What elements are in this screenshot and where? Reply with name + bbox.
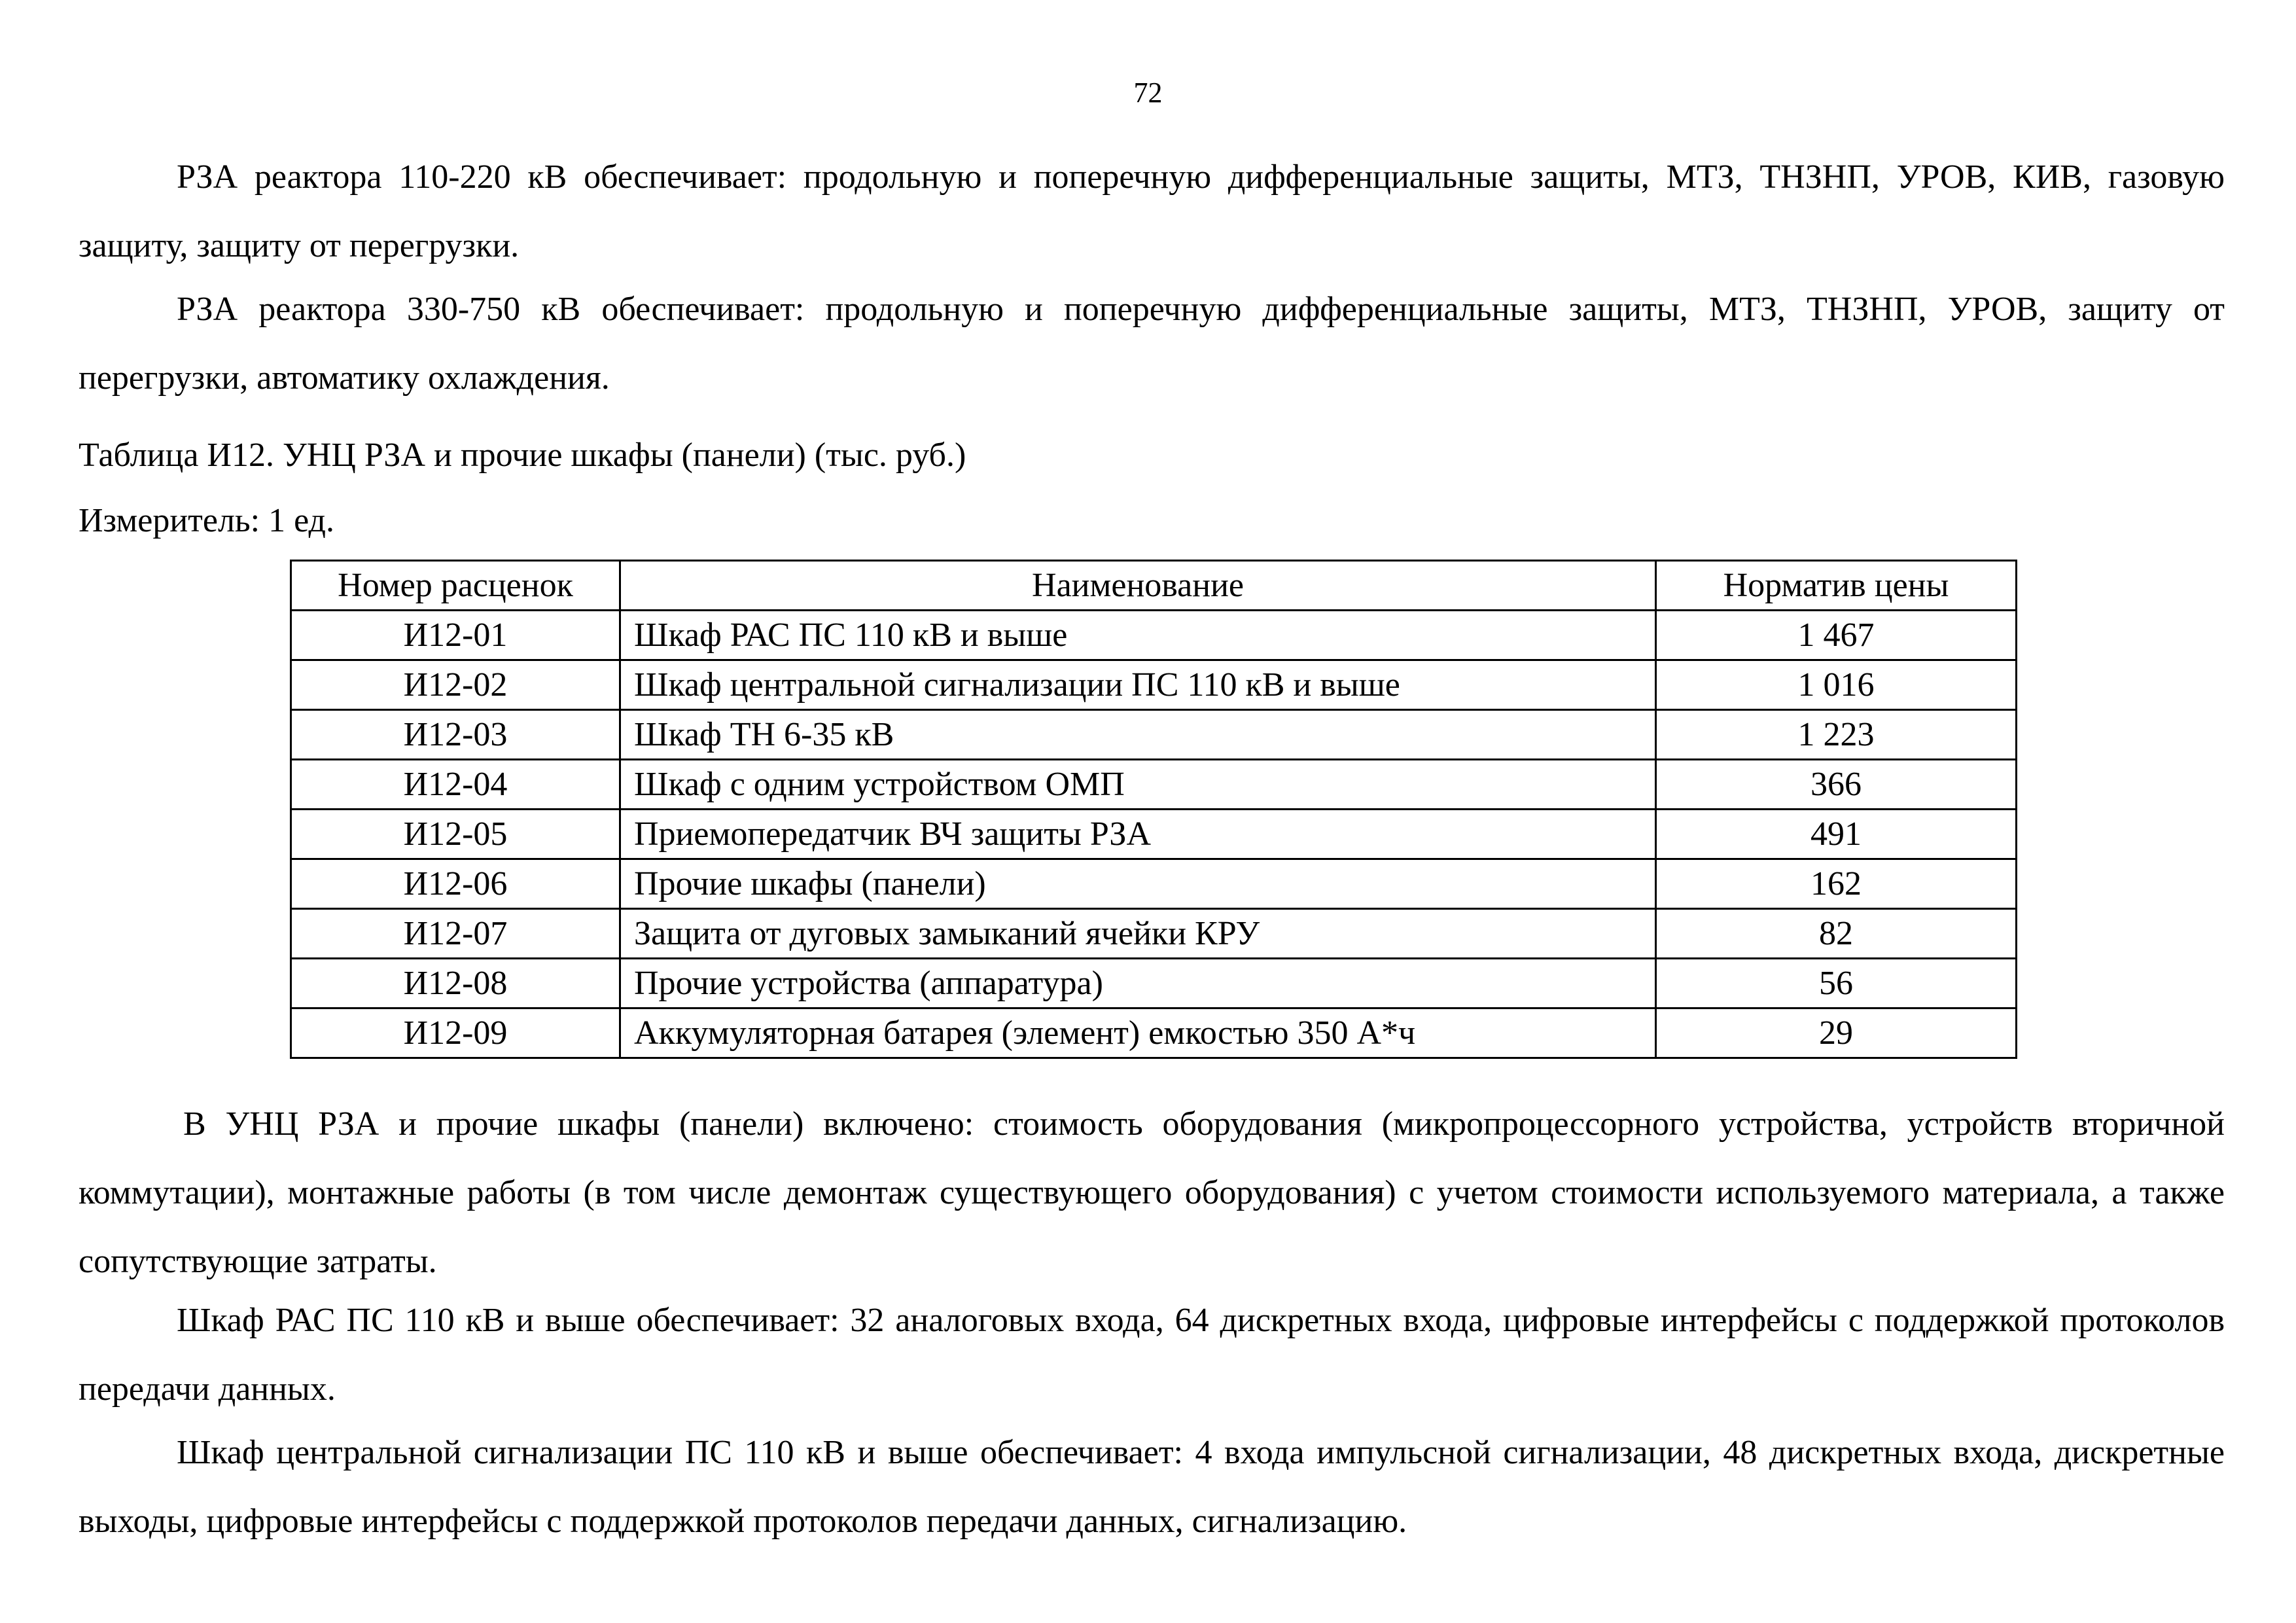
row-name: Шкаф ТН 6-35 кВ	[620, 710, 1656, 760]
header-code: Номер расценок	[291, 561, 620, 611]
row-price: 162	[1656, 859, 2017, 909]
table-row	[291, 959, 2017, 1008]
row-code: И12-07	[291, 909, 620, 959]
row-code: И12-09	[291, 1008, 620, 1058]
table-row	[291, 611, 2017, 660]
row-price: 491	[1656, 810, 2017, 859]
row-name: Прочие шкафы (панели)	[620, 859, 1656, 909]
row-name: Аккумуляторная батарея (элемент) емкостью 350 А*ч	[620, 1008, 1656, 1058]
row-price: 1 016	[1656, 660, 2017, 710]
paragraph-included-costs: В УНЦ РЗА и прочие шкафы (панели) включено: стоимость оборудования (микропроцессорного устройства, устройств вторичной коммутации), монтажные работы (в том числе демонтаж существующего оборудования) с учетом стоимости используемого материала, а также сопутствующие затраты.	[79, 1105, 2225, 1280]
header-name: Наименование	[620, 561, 1656, 611]
paragraph-central-signaling-cabinet: Шкаф центральной сигнализации ПС 110 кВ и выше обеспечивает: 4 входа импульсной сигнализации, 48 дискретных входа, дискретные выходы, цифровые интерфейсы с поддержкой протоколов передачи данных, сигнализацию.	[79, 1434, 2225, 1540]
header-price: Норматив цены	[1656, 561, 2017, 611]
table-row	[291, 760, 2017, 810]
paragraph-ras-cabinet: Шкаф РАС ПС 110 кВ и выше обеспечивает: 32 аналоговых входа, 64 дискретных входа, цифровые интерфейсы с поддержкой протоколов передачи данных.	[79, 1302, 2225, 1408]
row-name: Защита от дуговых замыканий ячейки КРУ	[620, 909, 1656, 959]
table-row	[291, 909, 2017, 959]
row-code: И12-05	[291, 810, 620, 859]
row-code: И12-08	[291, 959, 620, 1008]
row-name: Шкаф с одним устройством ОМП	[620, 760, 1656, 810]
row-price: 1 467	[1656, 611, 2017, 660]
page-number: 72	[1133, 77, 1163, 109]
row-price: 1 223	[1656, 710, 2017, 760]
row-price: 29	[1656, 1008, 2017, 1058]
row-code: И12-01	[291, 611, 620, 660]
row-name: Шкаф РАС ПС 110 кВ и выше	[620, 611, 1656, 660]
table-row	[291, 1008, 2017, 1058]
row-code: И12-02	[291, 660, 620, 710]
row-price: 82	[1656, 909, 2017, 959]
measure-unit: Измеритель: 1 ед.	[79, 502, 334, 539]
row-price: 366	[1656, 760, 2017, 810]
table-header-row	[291, 561, 2017, 611]
table-row	[291, 660, 2017, 710]
row-name: Приемопередатчик ВЧ защиты РЗА	[620, 810, 1656, 859]
row-code: И12-03	[291, 710, 620, 760]
paragraph-reactor-330-750: РЗА реактора 330-750 кВ обеспечивает: продольную и поперечную дифференциальные защиты, МТЗ, ТНЗНП, УРОВ, защиту от перегрузки, автоматику охлаждения.	[79, 291, 2225, 397]
paragraph-reactor-110-220: РЗА реактора 110-220 кВ обеспечивает: продольную и поперечную дифференциальные защиты, МТЗ, ТНЗНП, УРОВ, КИВ, газовую защиту, защиту от перегрузки.	[79, 158, 2225, 264]
table-row	[291, 810, 2017, 859]
table-caption: Таблица И12. УНЦ РЗА и прочие шкафы (панели) (тыс. руб.)	[79, 437, 966, 474]
table-row	[291, 859, 2017, 909]
row-name: Шкаф центральной сигнализации ПС 110 кВ и выше	[620, 660, 1656, 710]
row-price: 56	[1656, 959, 2017, 1008]
row-code: И12-06	[291, 859, 620, 909]
row-code: И12-04	[291, 760, 620, 810]
price-table	[290, 560, 2017, 1059]
table-row	[291, 710, 2017, 760]
row-name: Прочие устройства (аппаратура)	[620, 959, 1656, 1008]
